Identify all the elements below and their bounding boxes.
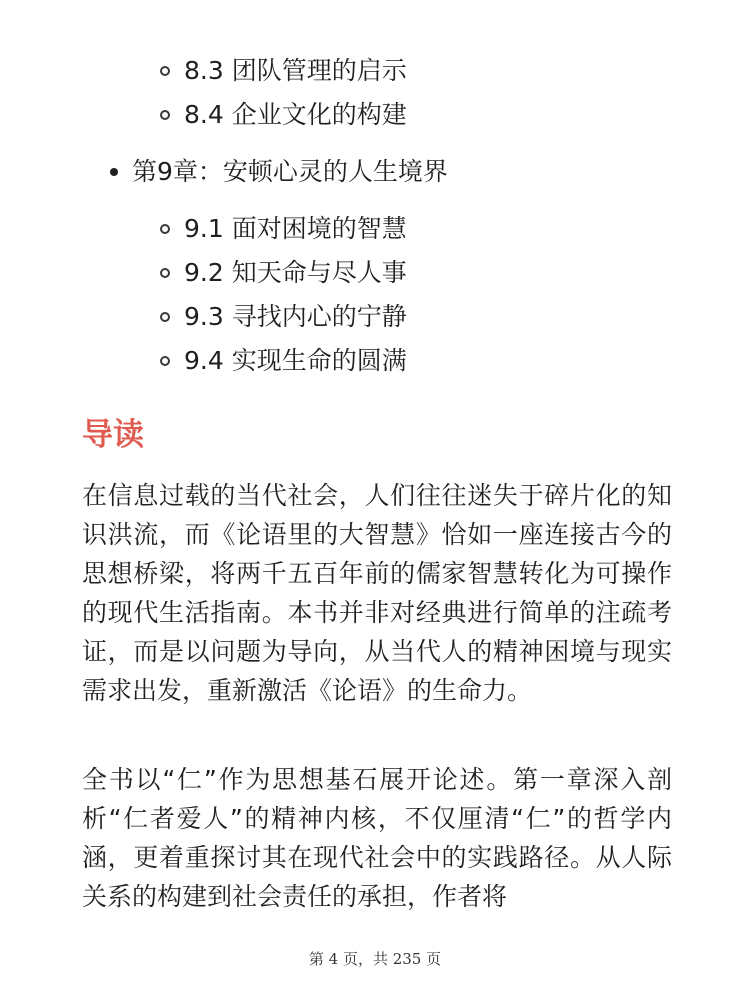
toc-chapter-item [110, 152, 448, 192]
hollow-bullet-icon [160, 110, 170, 120]
body-paragraph: 全书以“仁”作为思想基石展开论述。第一章深入剖析“仁者爱人”的精神内核，不仅厘清“仁”的哲学内涵，更着重探讨其在现代社会中的实践路径。从人际关系的构建到社会责任的承担，作者将 [82, 765, 672, 911]
toc-subitem-label: 8.4 企业文化的构建 [184, 100, 407, 129]
toc-subitem-label: 9.4 实现生命的圆满 [184, 346, 407, 375]
toc-subitem-label: 9.2 知天命与尽人事 [184, 258, 407, 287]
toc-subitem [160, 343, 407, 379]
toc-subitem [160, 255, 407, 291]
toc-chapter-label: 第9章：安顿心灵的人生境界 [132, 157, 448, 186]
body-paragraph: 在信息过载的当代社会，人们往往迷失于碎片化的知识洪流，而《论语里的大智慧》恰如一座连接古今的思想桥梁，将两千五百年前的儒家智慧转化为可操作的现代生活指南。本书并非对经典进行简单的注疏考证，而是以问题为导向，从当代人的精神困境与现实需求出发，重新激活《论语》的生命力。 [82, 481, 672, 705]
page-number-footer: 第 4 页，共 235 页 [308, 950, 442, 968]
section-heading: 导读 [82, 417, 144, 453]
hollow-bullet-icon [160, 356, 170, 366]
hollow-bullet-icon [160, 66, 170, 76]
toc-subitem-label: 9.3 寻找内心的宁静 [184, 302, 407, 331]
toc-subitem [160, 299, 407, 335]
hollow-bullet-icon [160, 224, 170, 234]
hollow-bullet-icon [160, 268, 170, 278]
toc-subitem [160, 211, 407, 247]
filled-bullet-icon [110, 168, 118, 176]
toc-subitem-label: 9.1 面对困境的智慧 [184, 214, 407, 243]
toc-subitem [160, 97, 407, 133]
toc-subitem-label: 8.3 团队管理的启示 [184, 56, 407, 85]
hollow-bullet-icon [160, 312, 170, 322]
toc-subitem [160, 53, 407, 89]
